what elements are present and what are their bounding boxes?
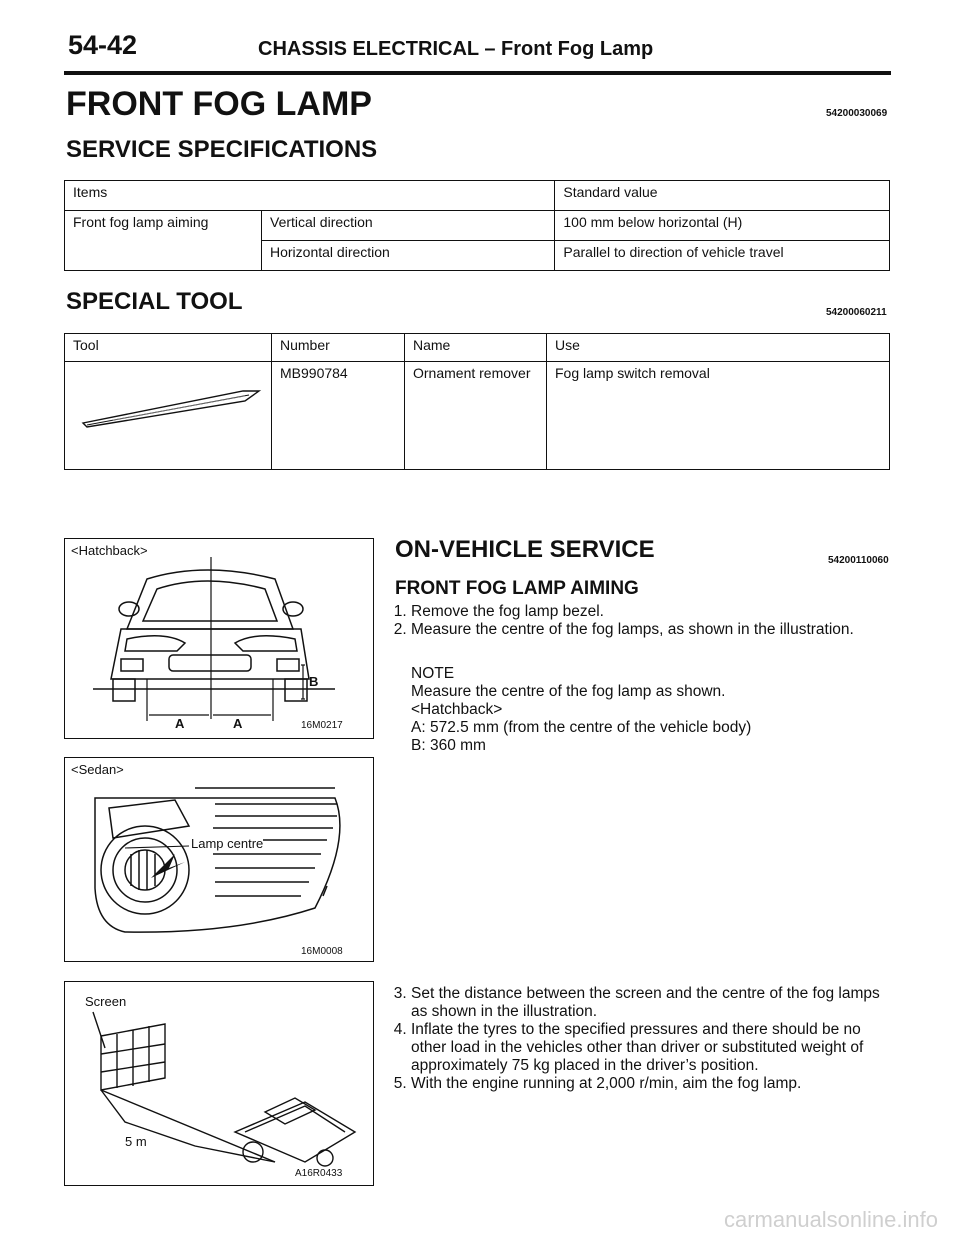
note-block: [411, 665, 889, 755]
tool-illustration-cell: [65, 362, 272, 470]
steps-a-block: [385, 603, 891, 639]
row-label: Front fog lamp aiming: [65, 211, 262, 271]
step-2: 2. Measure the centre of the fog lamps, as shown in the illustration.: [411, 621, 891, 639]
col-standard: Standard value: [555, 181, 890, 211]
service-specs-heading: SERVICE SPECIFICATIONS: [66, 136, 378, 163]
steps-b-block: [385, 985, 891, 1093]
special-tool-code: 54200060211: [826, 307, 887, 318]
tool-col-name: Name: [405, 334, 547, 362]
tool-col-use: Use: [547, 334, 890, 362]
tool-number: MB990784: [272, 362, 405, 470]
note-hatchback: <Hatchback>: [411, 701, 503, 718]
service-specs-table: [64, 180, 890, 271]
screen-distance-label: 5 m: [125, 1134, 147, 1149]
ornament-remover-icon: [73, 365, 263, 435]
sedan-label: <Sedan>: [71, 762, 124, 777]
step-3: 3. Set the distance between the screen and the centre of the fog lamps as shown in the illustration.: [411, 985, 891, 1021]
hatchback-dim-b: B: [309, 674, 319, 689]
watermark-footer: carmanualsonline.info: [723, 1207, 938, 1232]
hatchback-label: <Hatchback>: [71, 543, 148, 558]
spec-direction-2: Horizontal direction: [262, 241, 555, 271]
step-5: 5. With the engine running at 2,000 r/min, aim the fog lamp.: [411, 1075, 891, 1093]
tool-use: Fog lamp switch removal: [547, 362, 890, 470]
hatchback-dim-a-right: A: [233, 716, 243, 731]
note-text: Measure the centre of the fog lamp as shown.: [411, 683, 726, 700]
tool-col-tool: Tool: [65, 334, 272, 362]
hatchback-figure: [64, 538, 374, 739]
sedan-lamp-centre-label: Lamp centre: [191, 836, 264, 851]
screen-label: Screen: [85, 994, 127, 1009]
screen-distance-diagram: [65, 982, 373, 1185]
page-number: 54-42: [68, 30, 138, 60]
note-dim-b: B: 360 mm: [411, 737, 486, 754]
hatchback-code: 16M0217: [301, 720, 343, 731]
on-vehicle-heading: ON-VEHICLE SERVICE: [395, 536, 655, 563]
header-dash: –: [484, 38, 496, 60]
hatchback-dim-a-left: A: [175, 716, 185, 731]
sedan-figure: [64, 757, 374, 962]
note-dim-a: A: 572.5 mm (from the centre of the vehicle body): [411, 719, 752, 736]
fog-lamp-aiming-heading: FRONT FOG LAMP AIMING: [395, 578, 639, 599]
screen-figure: [64, 981, 374, 1186]
step-4: 4. Inflate the tyres to the specified pressures and there should be no other load in the vehicles other than driver or substituted weight of approximately 75 kg placed in the driver’s position.: [411, 1021, 891, 1075]
tool-col-number: Number: [272, 334, 405, 362]
running-header: [258, 38, 653, 61]
special-tool-heading: SPECIAL TOOL: [66, 288, 243, 315]
tool-name: Ornament remover: [405, 362, 547, 470]
title-code: 54200030069: [826, 108, 888, 119]
spec-value-1: 100 mm below horizontal (H): [555, 211, 890, 241]
header-section: CHASSIS ELECTRICAL: [258, 38, 479, 60]
step-1: 1. Remove the fog lamp bezel.: [411, 603, 891, 621]
screen-code: A16R0433: [295, 1168, 343, 1179]
hatchback-front-view-diagram: [65, 539, 373, 738]
on-vehicle-code: 54200110060: [828, 555, 889, 566]
sedan-fog-lamp-diagram: [65, 758, 373, 961]
sedan-code: 16M0008: [301, 946, 343, 957]
spec-direction-1: Vertical direction: [262, 211, 555, 241]
header-rule: [64, 71, 891, 75]
special-tool-table: [64, 333, 890, 470]
spec-value-2: Parallel to direction of vehicle travel: [555, 241, 890, 271]
note-label: NOTE: [411, 665, 455, 682]
header-subsection: Front Fog Lamp: [501, 38, 654, 60]
page-title: FRONT FOG LAMP: [66, 85, 372, 123]
col-items: Items: [65, 181, 555, 211]
